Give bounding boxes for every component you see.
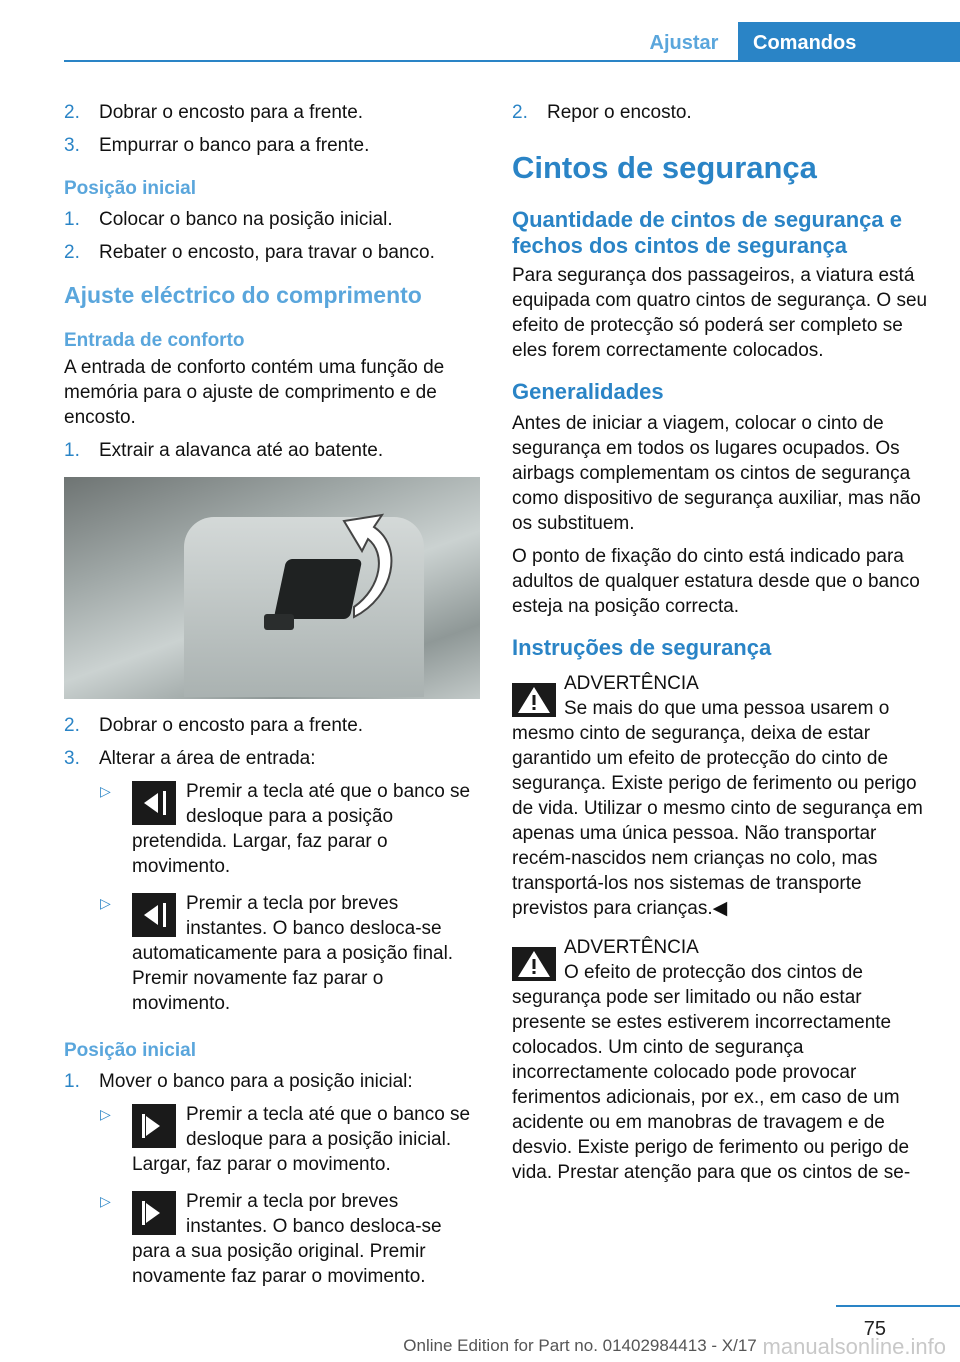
- warning-title: ADVERTÊNCIA: [564, 937, 699, 958]
- switch-shape: [264, 614, 294, 630]
- paragraph-quantidade: Para segurança dos passageiros, a viatura está equipada com quatro cintos de segurança. O seu efeito de protecção só poderá ser completo se eles forem correctamente colocados.: [512, 265, 928, 361]
- watermark: manualsonline.info: [762, 1334, 946, 1359]
- heading-quantidade: Quantidade de cintos de segurança e fechos dos cintos de segurança: [512, 207, 902, 258]
- heading-instrucoes: Instruções de segurança: [512, 635, 772, 660]
- warning-text: Se mais do que uma pessoa usarem o mesmo cinto de segurança, deixa de estar garantido um efeito de protecção do cinto de segurança. Existe perigo de ferimento ou perigo de vida. Utilizar o mesmo cinto de segurança em apenas uma única pessoa. Não transportar recém-nascidos nem crianças no colo, mas transportá-los nos sistemas de transporte previstos para crianças.◀: [512, 698, 923, 919]
- seat-forward-button-icon: [132, 1191, 176, 1235]
- step-item: 2. Dobrar o encosto para a frente.: [64, 102, 364, 123]
- warning-title: ADVERTÊNCIA: [564, 673, 699, 694]
- seat-back-button-icon: [132, 893, 176, 937]
- bullet-triangle-icon: ▷: [100, 783, 111, 799]
- step-item: 1. Extrair a alavanca até ao batente.: [64, 440, 384, 461]
- left-column: [64, 100, 482, 1301]
- subheading-entrada-conforto: Entrada de conforto: [64, 330, 245, 351]
- seat-forward-button-icon: [132, 1104, 176, 1148]
- chapter-tab-comandos[interactable]: Comandos: [738, 22, 960, 62]
- step-item: 2. Repor o encosto.: [512, 102, 692, 123]
- paragraph-entrada: A entrada de conforto contém uma função de memória para o ajuste de comprimento e de encosto.: [64, 357, 445, 428]
- warning-triangle-icon: [512, 947, 556, 981]
- step-item: 2. Dobrar o encosto para a frente.: [64, 715, 364, 736]
- page-number: 75: [863, 1318, 886, 1340]
- section-tab-ajustar[interactable]: Ajustar: [649, 32, 719, 54]
- footer-line: [836, 1305, 960, 1307]
- bullet-item: ▷ Premir a tecla por breves instantes. O banco desloca-se para a sua posição original. Premir novamente faz parar o movimento.: [100, 1191, 442, 1287]
- section-heading-ajuste: Ajuste eléctrico do comprimento: [64, 282, 422, 308]
- bullet-item: ▷ Premir a tecla até que o banco se desloque para a posição pretendida. Largar, faz parar o movimento.: [100, 781, 471, 877]
- step-item: 1. Mover o banco para a posição inicial:: [64, 1071, 413, 1092]
- bullet-triangle-icon: ▷: [100, 1106, 111, 1122]
- bullet-item: ▷ Premir a tecla até que o banco se desloque para a posição inicial. Largar, faz parar o movimento.: [100, 1104, 471, 1175]
- step-item: 1. Colocar o banco na posição inicial.: [64, 209, 393, 230]
- pull-arrow-icon: [324, 507, 404, 627]
- paragraph-generalidades-2: O ponto de fixação do cinto está indicado para adultos de qualquer estatura desde que o banco esteja na posição correcta.: [512, 546, 920, 617]
- bullet-triangle-icon: ▷: [100, 1193, 111, 1209]
- right-column: [512, 100, 932, 1199]
- footer-edition: Online Edition for Part no. 01402984413 - X/17: [403, 1336, 757, 1355]
- step-item: 3. Alterar a área de entrada:: [64, 748, 316, 769]
- warning-block: [512, 935, 932, 1185]
- subheading-posicao-inicial: Posição inicial: [64, 178, 196, 199]
- warning-triangle-icon: [512, 683, 556, 717]
- seat-lever-photo: [64, 477, 480, 699]
- bullet-item: ▷ Premir a tecla por breves instantes. O banco desloca-se automaticamente para a posição final. Premir novamente faz parar o movimento.: [100, 893, 454, 1014]
- warning-block: [512, 671, 932, 921]
- step-item: 2. Rebater o encosto, para travar o banco.: [64, 242, 435, 263]
- warning-text: O efeito de protecção dos cintos de segurança pode ser limitado ou não estar presente se estes estiverem incorrectamente colocados. Um cinto de segurança incorrectamente colocado pode provocar ferimentos adicionais, por ex., em caso de um acidente ou em manobras de travagem e de desvio. Existe perigo de ferimento ou perigo de vida. Prestar atenção para que os cintos de se-: [512, 962, 911, 1183]
- seat-back-button-icon: [132, 781, 176, 825]
- chapter-heading-cintos: Cintos de segurança: [512, 150, 817, 185]
- step-item: 3. Empurrar o banco para a frente.: [64, 135, 370, 156]
- paragraph-generalidades-1: Antes de iniciar a viagem, colocar o cinto de segurança em todos os lugares ocupados. Os airbags complementam os cintos de segurança como dispositivo de segurança auxiliar, mas não os substituem.: [512, 413, 921, 534]
- subheading-posicao-inicial: Posição inicial: [64, 1040, 196, 1061]
- bullet-triangle-icon: ▷: [100, 895, 111, 911]
- heading-generalidades: Generalidades: [512, 379, 664, 404]
